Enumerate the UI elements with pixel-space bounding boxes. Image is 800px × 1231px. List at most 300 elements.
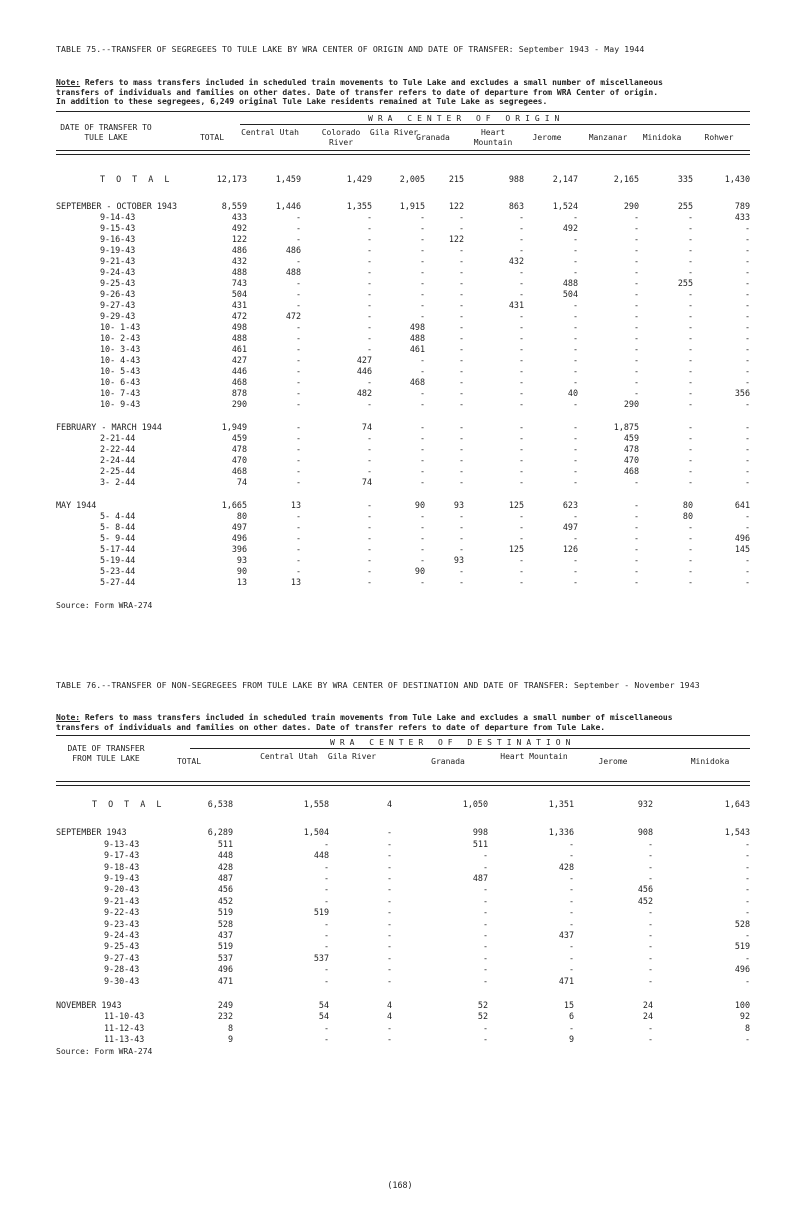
table-cell: - (386, 861, 392, 872)
table-cell: - (419, 223, 425, 233)
table-cell: 461 (409, 344, 425, 354)
table-cell: - (572, 433, 578, 443)
table-cell: 1,543 (724, 827, 750, 838)
table-cell: 433 (734, 212, 750, 222)
table-cell: - (687, 433, 693, 443)
table-cell: - (744, 311, 750, 321)
table-cell: - (482, 907, 488, 918)
table-cell: 496 (217, 964, 233, 975)
table-cell: - (518, 511, 524, 521)
table-cell: - (633, 377, 639, 387)
column-header: Gila River (327, 752, 377, 761)
table-cell: 249 (217, 1000, 233, 1010)
table-cell: - (647, 873, 653, 883)
period-row-label: MAY 1944 (56, 500, 97, 510)
table-75-source: Source: Form WRA-274 (56, 601, 153, 610)
table-cell: 427 (356, 355, 372, 365)
table-cell: - (366, 289, 372, 299)
table-cell: - (633, 533, 639, 543)
table-cell: - (568, 884, 574, 895)
table-cell: - (482, 884, 488, 895)
table-cell: - (295, 377, 301, 387)
table-cell: - (518, 455, 524, 465)
table-cell: 13 (290, 577, 301, 587)
table-cell: - (633, 322, 639, 332)
table-cell: 988 (508, 174, 524, 184)
table-cell: 1,875 (613, 422, 639, 432)
table-cell: 74 (361, 422, 372, 432)
table-cell: - (386, 850, 392, 861)
table-cell: - (482, 861, 488, 872)
table-cell: 471 (217, 975, 233, 986)
table-cell: - (744, 895, 750, 906)
table-cell: - (744, 300, 750, 310)
table-cell: 498 (231, 322, 247, 332)
table-cell: 1,504 (303, 827, 329, 838)
table-cell: - (386, 964, 392, 975)
table-cell: 356 (734, 388, 750, 398)
date-row-label: 2-22-44 (100, 444, 136, 454)
table-cell: 433 (231, 212, 247, 222)
table-cell: - (366, 522, 372, 532)
column-header: Jerome (598, 757, 628, 766)
table-cell: - (295, 278, 301, 288)
table-cell: 232 (217, 1011, 233, 1022)
table-cell: 432 (508, 256, 524, 266)
table-cell: 100 (734, 1000, 750, 1010)
table-cell: - (633, 223, 639, 233)
table-cell: - (458, 355, 464, 365)
table-cell: - (295, 333, 301, 343)
table-cell: - (633, 234, 639, 244)
table-cell: - (744, 884, 750, 895)
table-cell: - (458, 544, 464, 554)
table-cell: 1,446 (275, 201, 301, 211)
table-cell: 1,355 (346, 201, 372, 211)
table-cell: - (687, 544, 693, 554)
table-cell: 878 (231, 388, 247, 398)
table-cell: - (366, 344, 372, 354)
table-cell: - (323, 895, 329, 906)
table-cell: 471 (558, 975, 574, 986)
table-cell: 537 (313, 952, 329, 963)
table-cell: - (687, 256, 693, 266)
table-cell: - (633, 355, 639, 365)
table-cell: 125 (508, 500, 524, 510)
table-cell: 511 (217, 838, 233, 849)
table-cell: 4 (386, 1000, 392, 1010)
date-row-label: 9-23-43 (104, 918, 140, 929)
table-cell: - (633, 522, 639, 532)
date-row-label: 10- 6-43 (100, 377, 141, 387)
table-cell: - (568, 941, 574, 952)
table-cell: - (366, 223, 372, 233)
table-cell: 446 (231, 366, 247, 376)
table-cell: - (744, 555, 750, 565)
table-cell: - (744, 838, 750, 849)
table-cell: - (687, 388, 693, 398)
table-cell: 13 (236, 577, 247, 587)
table-cell: - (518, 377, 524, 387)
table-cell: 488 (409, 333, 425, 343)
table-cell: 437 (558, 930, 574, 940)
table-cell: - (633, 511, 639, 521)
table-cell: - (687, 399, 693, 409)
table-cell: - (295, 533, 301, 543)
table-cell: - (647, 918, 653, 929)
table-cell: - (647, 861, 653, 872)
table-cell: - (386, 873, 392, 883)
table-cell: 488 (231, 333, 247, 343)
table-cell: - (295, 388, 301, 398)
date-row-label: 10- 2-43 (100, 333, 141, 343)
table-cell: - (647, 838, 653, 849)
table-cell: 290 (231, 399, 247, 409)
period-row-label: FEBRUARY - MARCH 1944 (56, 422, 162, 432)
table-cell: - (518, 477, 524, 487)
table-cell: 488 (562, 278, 578, 288)
table-cell: 478 (623, 444, 639, 454)
table-cell: - (419, 522, 425, 532)
table-cell: 335 (677, 174, 693, 184)
table-cell: 446 (356, 366, 372, 376)
table-cell: 122 (448, 234, 464, 244)
table-cell: - (572, 366, 578, 376)
table-cell: - (687, 522, 693, 532)
table-cell: - (687, 322, 693, 332)
column-header: Colorado River (321, 128, 361, 147)
table-cell: - (458, 278, 464, 288)
table-cell: - (572, 422, 578, 432)
table-cell: - (386, 838, 392, 849)
table-cell: - (518, 234, 524, 244)
table-cell: - (323, 964, 329, 975)
table-cell: - (295, 544, 301, 554)
table-cell: 472 (285, 311, 301, 321)
date-row-label: 9-21-43 (104, 895, 140, 906)
table-cell: 519 (217, 907, 233, 918)
date-row-label: 9-13-43 (104, 838, 140, 849)
table-cell: 255 (677, 278, 693, 288)
table-75-top-rule (56, 111, 750, 112)
table-cell: - (482, 918, 488, 929)
table-cell: - (419, 433, 425, 443)
table-cell: 9 (227, 1034, 233, 1045)
table-cell: - (572, 234, 578, 244)
table-cell: - (419, 422, 425, 432)
table-cell: - (295, 455, 301, 465)
note-line: transfers of individuals and families on other dates. Date of transfer refers to date of departure from WRA Center of origin. (56, 87, 659, 97)
table-cell: 1,915 (399, 201, 425, 211)
table-cell: - (518, 555, 524, 565)
table-cell: 2,165 (613, 174, 639, 184)
table-cell: - (572, 245, 578, 255)
date-row-label: 9-21-43 (100, 256, 136, 266)
table-cell: - (458, 511, 464, 521)
date-row-label: 9-30-43 (104, 975, 140, 986)
table-cell: - (744, 344, 750, 354)
table-cell: - (687, 377, 693, 387)
table-cell: - (458, 566, 464, 576)
table-cell: - (295, 223, 301, 233)
table-cell: 1,429 (346, 174, 372, 184)
table-cell: - (647, 941, 653, 952)
table-cell: - (419, 477, 425, 487)
table-cell: - (323, 873, 329, 883)
date-row-label: 11-10-43 (104, 1011, 145, 1022)
table-cell: - (633, 566, 639, 576)
table-cell: 468 (409, 377, 425, 387)
table-cell: - (366, 433, 372, 443)
table-cell: 74 (361, 477, 372, 487)
table-cell: - (419, 278, 425, 288)
table-cell: - (386, 827, 392, 838)
table-cell: - (295, 355, 301, 365)
table-cell: - (687, 223, 693, 233)
table-cell: - (518, 466, 524, 476)
table-cell: - (744, 861, 750, 872)
table-cell: 452 (637, 895, 653, 906)
date-row-label: 2-21-44 (100, 433, 136, 443)
table-cell: - (744, 377, 750, 387)
table-cell: 90 (414, 566, 425, 576)
table-cell: - (744, 267, 750, 277)
table-cell: - (458, 344, 464, 354)
table-cell: - (572, 377, 578, 387)
table-cell: - (518, 577, 524, 587)
date-row-label: 10- 1-43 (100, 322, 141, 332)
table-cell: - (366, 234, 372, 244)
table-cell: - (518, 444, 524, 454)
table-cell: 461 (231, 344, 247, 354)
table-cell: - (458, 333, 464, 343)
table-cell: - (647, 975, 653, 986)
table-cell: 1,459 (275, 174, 301, 184)
table-cell: 4 (386, 1011, 392, 1022)
column-header: Minidoka (690, 757, 730, 766)
table-cell: 504 (231, 289, 247, 299)
table-cell: - (633, 212, 639, 222)
table-cell: - (419, 388, 425, 398)
table-cell: 52 (477, 1000, 488, 1010)
column-header: Gila River (369, 128, 419, 137)
table-cell: 9 (568, 1034, 574, 1045)
date-row-label: 11-12-43 (104, 1022, 145, 1033)
table-cell: - (647, 1034, 653, 1045)
table-cell: - (518, 344, 524, 354)
table-76-source: Source: Form WRA-274 (56, 1047, 153, 1056)
table-cell: - (458, 533, 464, 543)
table-cell: - (419, 366, 425, 376)
column-header: Granada (416, 133, 450, 142)
table-cell: - (295, 444, 301, 454)
column-header: Heart Mountain (500, 752, 568, 761)
table-cell: - (633, 300, 639, 310)
table-cell: - (295, 300, 301, 310)
table-cell: 12,173 (216, 174, 247, 184)
table-cell: - (633, 311, 639, 321)
table-cell: - (572, 344, 578, 354)
table-cell: 528 (734, 918, 750, 929)
table-cell: 456 (637, 884, 653, 895)
table-cell: - (647, 907, 653, 918)
table-cell: - (633, 333, 639, 343)
table-cell: 470 (231, 455, 247, 465)
table-76-title: TABLE 76.--TRANSFER OF NON-SEGREGEES FROM TULE LAKE BY WRA CENTER OF DESTINATION AND DATE OF TRANSFER: September - November 1943 (56, 680, 700, 690)
date-row-label: 5- 8-44 (100, 522, 136, 532)
table-cell: - (572, 533, 578, 543)
table-cell: - (482, 964, 488, 975)
date-row-label: 5-17-44 (100, 544, 136, 554)
table-cell: - (633, 577, 639, 587)
table-cell: - (323, 884, 329, 895)
table-cell: - (295, 289, 301, 299)
table-cell: 428 (558, 861, 574, 872)
table-cell: - (295, 555, 301, 565)
table-cell: - (687, 212, 693, 222)
column-header: Rohwer (704, 133, 734, 142)
table-cell: - (366, 245, 372, 255)
table-cell: - (572, 212, 578, 222)
date-row-label: 5- 4-44 (100, 511, 136, 521)
table-cell: - (366, 577, 372, 587)
table-cell: 290 (623, 201, 639, 211)
table-cell: 528 (217, 918, 233, 929)
date-row-label: 9-27-43 (100, 300, 136, 310)
table-cell: 519 (734, 941, 750, 952)
table-cell: - (572, 256, 578, 266)
table-cell: - (419, 544, 425, 554)
table-cell: 2,005 (399, 174, 425, 184)
total-row-label: T O T A L (92, 799, 165, 809)
table-cell: - (386, 907, 392, 918)
table-cell: - (419, 311, 425, 321)
table-cell: - (687, 422, 693, 432)
table-cell: - (419, 289, 425, 299)
table-cell: - (744, 873, 750, 883)
table-cell: 459 (623, 433, 639, 443)
table-cell: 504 (562, 289, 578, 299)
column-group-header: WRA CENTER OF DESTINATION (330, 738, 576, 747)
table-cell: - (633, 256, 639, 266)
table-cell: - (687, 444, 693, 454)
table-cell: - (419, 555, 425, 565)
table-cell: - (687, 344, 693, 354)
table-cell: 459 (231, 433, 247, 443)
table-cell: 90 (414, 500, 425, 510)
table-cell: 488 (231, 267, 247, 277)
note-label: Note: (56, 713, 81, 722)
date-row-label: 5-19-44 (100, 555, 136, 565)
table-cell: - (386, 975, 392, 986)
table-cell: 54 (318, 1011, 329, 1022)
table-cell: 1,524 (552, 201, 578, 211)
table-cell: - (458, 377, 464, 387)
table-cell: 427 (231, 355, 247, 365)
date-row-label: 10- 4-43 (100, 355, 141, 365)
table-cell: - (568, 873, 574, 883)
table-cell: - (744, 907, 750, 918)
table-cell: - (295, 422, 301, 432)
table-cell: - (568, 838, 574, 849)
table-cell: - (518, 278, 524, 288)
table-cell: 13 (290, 500, 301, 510)
table-cell: - (633, 267, 639, 277)
table-cell: 6,289 (207, 827, 233, 838)
period-row-label: NOVEMBER 1943 (56, 1000, 122, 1010)
table-cell: 448 (217, 850, 233, 861)
table-cell: 468 (623, 466, 639, 476)
table-cell: - (458, 256, 464, 266)
note-line: transfers of individuals and families on other dates. Date of transfer refers to date of departure from Tule Lake. (56, 722, 606, 732)
table-cell: - (295, 466, 301, 476)
table-cell: 448 (313, 850, 329, 861)
table-cell: - (744, 433, 750, 443)
table-cell: - (366, 500, 372, 510)
table-cell: 437 (217, 930, 233, 940)
date-row-label: 9-14-43 (100, 212, 136, 222)
table-cell: - (687, 311, 693, 321)
table-cell: - (366, 377, 372, 387)
table-cell: - (419, 511, 425, 521)
table-cell: - (482, 1022, 488, 1033)
table-cell: 8 (744, 1022, 750, 1033)
table-cell: - (366, 322, 372, 332)
table-cell: - (568, 895, 574, 906)
date-row-label: 10- 9-43 (100, 399, 141, 409)
table-cell: 54 (318, 1000, 329, 1010)
table-76-header-rule (56, 781, 750, 786)
table-cell: 468 (231, 466, 247, 476)
table-cell: - (633, 278, 639, 288)
table-cell: - (458, 366, 464, 376)
table-cell: - (687, 455, 693, 465)
table-cell: - (419, 300, 425, 310)
date-row-label: 9-18-43 (104, 861, 140, 872)
note-label: Note: (56, 78, 81, 87)
date-row-label: 9-24-43 (104, 930, 140, 940)
table-cell: - (568, 952, 574, 963)
table-cell: 908 (637, 827, 653, 838)
table-cell: 863 (508, 201, 524, 211)
table-cell: - (744, 1034, 750, 1045)
table-cell: - (458, 388, 464, 398)
table-cell: 482 (356, 388, 372, 398)
table-cell: 932 (637, 799, 653, 809)
table-cell: - (518, 223, 524, 233)
column-header: TOTAL (199, 133, 225, 142)
date-row-label: 9-20-43 (104, 884, 140, 895)
table-cell: - (419, 256, 425, 266)
table-cell: - (386, 941, 392, 952)
table-cell: - (419, 212, 425, 222)
table-cell: - (744, 930, 750, 940)
table-cell: - (687, 533, 693, 543)
page-number: (168) (387, 1180, 413, 1190)
table-cell: - (744, 333, 750, 343)
table-cell: - (572, 477, 578, 487)
table-cell: - (386, 1022, 392, 1033)
table-cell: - (633, 544, 639, 554)
date-row-label: 10- 5-43 (100, 366, 141, 376)
table-cell: - (458, 477, 464, 487)
table-cell: 80 (236, 511, 247, 521)
table-cell: 511 (472, 838, 488, 849)
table-cell: - (366, 311, 372, 321)
table-cell: - (687, 234, 693, 244)
table-cell: - (295, 256, 301, 266)
table-cell: - (419, 533, 425, 543)
